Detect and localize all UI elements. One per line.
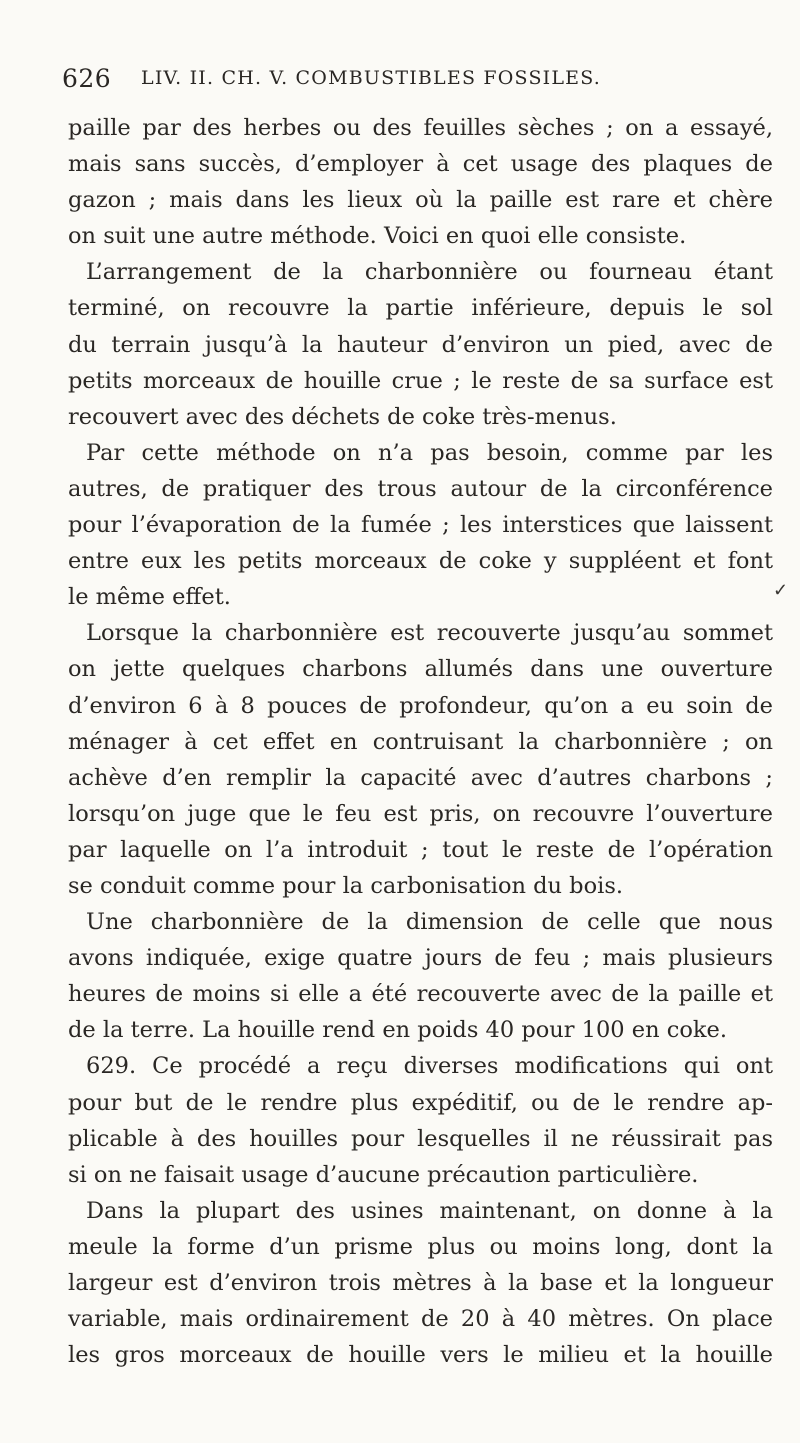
text-line: Par cette méthode on n’a pas besoin, comme par les — [86, 439, 773, 466]
text-line: L’arrangement de la charbonnière ou fourneau étant — [86, 259, 773, 286]
text-line: Une charbonnière de la dimension de celle que nous — [86, 909, 773, 936]
text-line: heures de moins si elle a été recouverte avec de la paille et — [68, 981, 773, 1008]
text-line: Dans la plupart des usines maintenant, on donne à la — [86, 1197, 773, 1224]
page-number: 626 — [62, 64, 112, 93]
text-line: pour l’évaporation de la fumée ; les interstices que laissent — [68, 512, 773, 539]
text-line: avons indiquée, exige quatre jours de feu ; mais plusieurs — [68, 945, 773, 972]
text-line: achève d’en remplir la capacité avec d’autres charbons ; — [68, 764, 773, 791]
text-line: 629. Ce procédé a reçu diverses modifications qui ont — [86, 1053, 773, 1080]
text-line: recouvert avec des déchets de coke très-menus. — [68, 403, 617, 430]
text-line: variable, mais ordinairement de 20 à 40 mètres. On place — [68, 1306, 773, 1333]
body-text — [68, 110, 773, 1373]
text-line: par laquelle on l’a introduit ; tout le reste de l’opération — [68, 836, 773, 863]
text-line: le même effet. — [68, 584, 231, 611]
text-line: terminé, on recouvre la partie inférieure, depuis le sol — [68, 295, 773, 322]
margin-check-mark: ✓ — [773, 580, 789, 601]
text-line: ménager à cet effet en contruisant la charbonnière ; on — [68, 728, 773, 755]
text-line: petits morceaux de houille crue ; le reste de sa surface est — [68, 367, 773, 394]
text-line: pour but de le rendre plus expéditif, ou de le rendre ap- — [68, 1089, 773, 1116]
text-line: les gros morceaux de houille vers le milieu et la houille — [68, 1342, 773, 1369]
text-line: se conduit comme pour la carbonisation du bois. — [68, 872, 624, 899]
text-line: plicable à des houilles pour lesquelles il ne réussirait pas — [68, 1125, 773, 1152]
text-line: si on ne faisait usage d’aucune précaution particulière. — [68, 1161, 699, 1188]
text-line: Lorsque la charbonnière est recouverte jusqu’au sommet — [86, 620, 773, 647]
text-line: gazon ; mais dans les lieux où la paille est rare et chère — [68, 187, 773, 214]
text-line: du terrain jusqu’à la hauteur d’environ un pied, avec de — [68, 331, 773, 358]
text-line: entre eux les petits morceaux de coke y suppléent et font — [68, 548, 773, 575]
page-header — [62, 64, 762, 100]
text-line: paille par des herbes ou des feuilles sèches ; on a essayé, — [68, 115, 773, 141]
text-line: mais sans succès, d’employer à cet usage des plaques de — [68, 151, 773, 178]
text-line: de la terre. La houille rend en poids 40 pour 100 en coke. — [68, 1017, 727, 1044]
text-line: meule la forme d’un prisme plus ou moins long, dont la — [68, 1233, 773, 1260]
text-line: lorsqu’on juge que le feu est pris, on recouvre l’ouverture — [68, 800, 773, 827]
running-head: LIV. II. CH. V. COMBUSTIBLES FOSSILES. — [141, 67, 602, 89]
text-line: autres, de pratiquer des trous autour de la circonférence — [68, 475, 773, 502]
text-line: on suit une autre méthode. Voici en quoi elle consiste. — [68, 223, 687, 250]
text-line: largeur est d’environ trois mètres à la base et la longueur — [68, 1270, 773, 1296]
text-line: d’environ 6 à 8 pouces de profondeur, qu’on a eu soin de — [68, 692, 773, 719]
text-line: on jette quelques charbons allumés dans une ouverture — [68, 656, 773, 683]
